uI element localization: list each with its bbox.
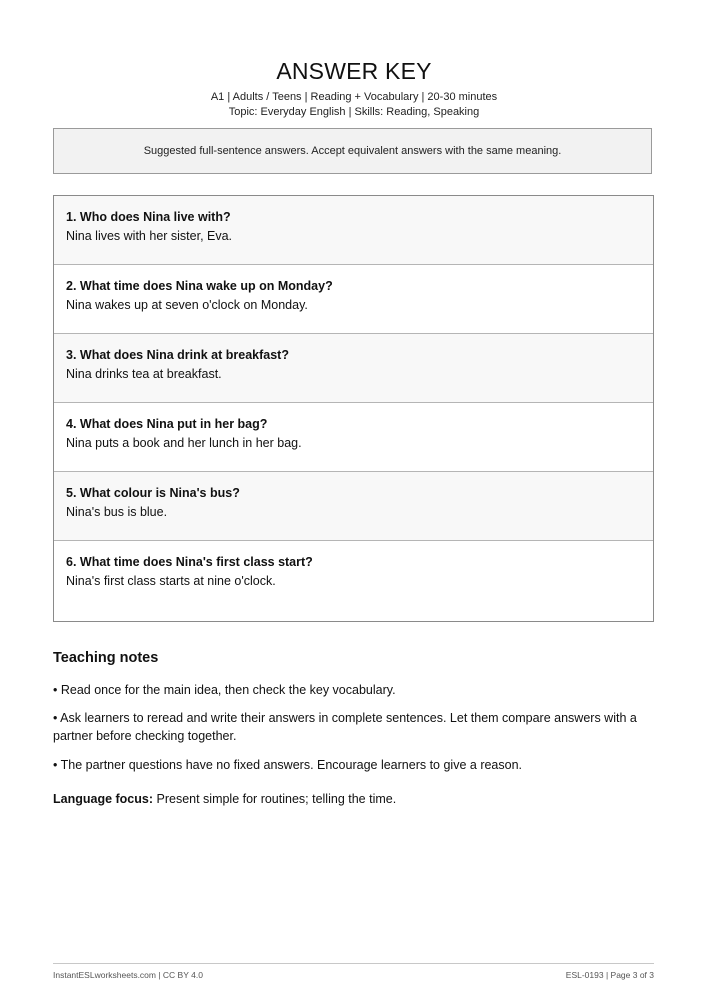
teaching-notes-heading: Teaching notes [53,650,159,666]
answer-text: Nina's first class starts at nine o'clock. [66,574,276,588]
answer-item [54,196,653,265]
answer-item [54,334,653,403]
language-focus-text: Present simple for routines; telling the time. [153,792,397,806]
question-text: 1. Who does Nina live with? [66,210,231,224]
language-focus-label: Language focus: [53,792,154,806]
teaching-note-item: • Ask learners to reread and write their answers in complete sentences. Let them compare answers with a partner before checking together. [53,711,637,743]
teaching-note-item: • The partner questions have no fixed answers. Encourage learners to give a reason. [53,758,523,772]
footer-source: InstantESLworksheets.com | CC BY 4.0 [53,970,203,980]
instruction-note-text: Suggested full-sentence answers. Accept equivalent answers with the same meaning. [143,145,562,157]
answer-list [53,195,654,622]
instruction-note [53,128,652,174]
footer-page-number: ESL-0193 | Page 3 of 3 [565,970,654,980]
answer-item [54,403,653,472]
question-text: 3. What does Nina drink at breakfast? [66,348,289,362]
question-text: 5. What colour is Nina's bus? [66,486,240,500]
footer-divider [53,963,654,964]
topic-meta: Topic: Everyday English | Skills: Reading, Speaking [228,106,480,118]
teaching-note-item: • Read once for the main idea, then check the key vocabulary. [53,683,396,697]
answer-text: Nina wakes up at seven o'clock on Monday. [66,298,308,312]
level-meta: A1 | Adults / Teens | Reading + Vocabulary | 20-30 minutes [210,91,498,103]
page-title: ANSWER KEY [276,58,432,84]
answer-item [54,541,653,621]
answer-text: Nina lives with her sister, Eva. [66,229,233,243]
answer-text: Nina puts a book and her lunch in her bag. [66,436,302,450]
answer-text: Nina's bus is blue. [66,505,168,519]
answer-text: Nina drinks tea at breakfast. [66,367,222,381]
language-focus [53,790,396,808]
answer-item [54,472,653,541]
answer-item [54,265,653,334]
question-text: 6. What time does Nina's first class start? [66,555,313,569]
question-text: 4. What does Nina put in her bag? [66,417,268,431]
question-text: 2. What time does Nina wake up on Monday? [66,279,333,293]
